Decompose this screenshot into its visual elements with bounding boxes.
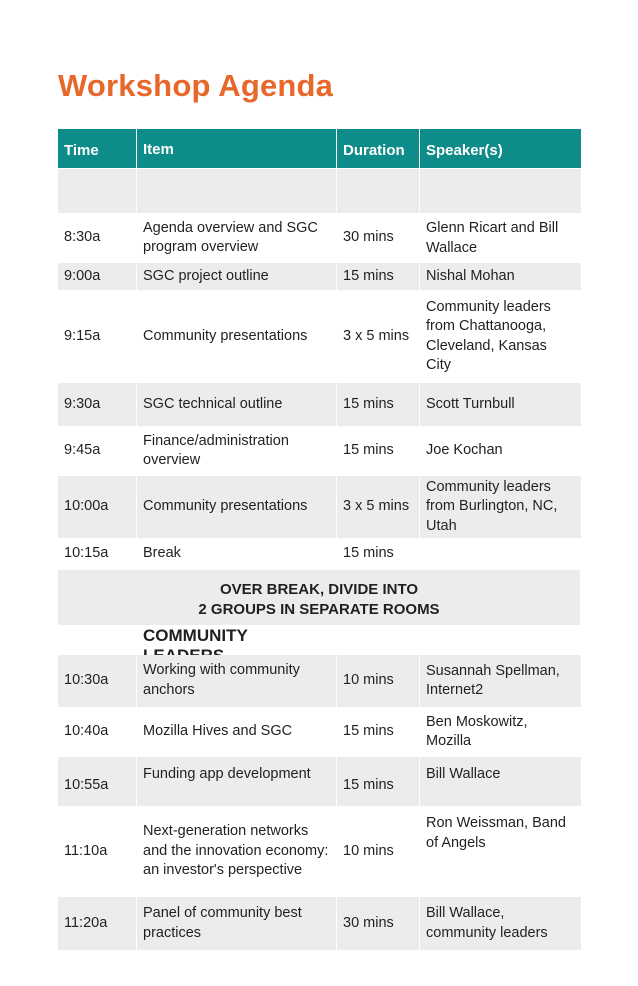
row-item: SGC project outline bbox=[137, 263, 336, 290]
row-duration: 15 mins bbox=[337, 757, 419, 806]
table-row bbox=[58, 214, 580, 263]
row-item: Next-generation networks and the innovation economy: an investor's perspective bbox=[137, 807, 336, 896]
row-item: Working with community anchors bbox=[137, 655, 336, 707]
table-row bbox=[58, 757, 580, 807]
row-speakers: Glenn Ricart and Bill Wallace bbox=[420, 214, 581, 262]
row-duration: 30 mins bbox=[337, 214, 419, 262]
row-duration: 15 mins bbox=[337, 383, 419, 426]
row-item: Agenda overview and SGC program overview bbox=[137, 214, 336, 262]
row-duration: 30 mins bbox=[337, 897, 419, 950]
row-time: 9:00a bbox=[58, 263, 136, 290]
row-time: 10:55a bbox=[58, 757, 136, 806]
row-speakers: Joe Kochan bbox=[420, 427, 581, 475]
row-item: Panel of community best practices bbox=[137, 897, 336, 950]
row-duration: 15 mins bbox=[337, 427, 419, 475]
row-speakers: Community leaders from Burlington, NC, Utah bbox=[420, 476, 581, 538]
row-time: 10:40a bbox=[58, 708, 136, 756]
row-item: Mozilla Hives and SGC bbox=[137, 708, 336, 756]
table-row bbox=[58, 807, 580, 897]
row-speakers: Bill Wallace bbox=[420, 757, 581, 806]
row-speakers: Ben Moskowitz, Mozilla bbox=[420, 708, 581, 756]
header-speakers: Speaker(s) bbox=[420, 129, 581, 168]
row-time: 10:15a bbox=[58, 539, 136, 569]
row-speakers: Nishal Mohan bbox=[420, 263, 581, 290]
row-item: Community presentations bbox=[137, 476, 336, 538]
row-duration: 10 mins bbox=[337, 655, 419, 707]
page-title: Workshop Agenda bbox=[58, 68, 334, 103]
table-row bbox=[58, 291, 580, 383]
row-speakers bbox=[420, 539, 581, 569]
row-item: SGC technical outline bbox=[137, 383, 336, 426]
row-duration: 15 mins bbox=[337, 539, 419, 569]
break-banner bbox=[58, 570, 580, 626]
group-row bbox=[58, 626, 580, 655]
row-duration: 15 mins bbox=[337, 263, 419, 290]
group-label: COMMUNITY bbox=[137, 626, 336, 665]
table-row bbox=[58, 263, 580, 291]
row-duration: 3 x 5 mins bbox=[337, 476, 419, 538]
row-time: 9:45a bbox=[58, 427, 136, 475]
header-item: Item bbox=[137, 129, 336, 168]
row-duration: 15 mins bbox=[337, 708, 419, 756]
empty-row bbox=[58, 169, 580, 214]
agenda-table bbox=[58, 129, 580, 951]
row-duration: 3 x 5 mins bbox=[337, 291, 419, 382]
row-time: 11:20a bbox=[58, 897, 136, 950]
break-banner-line: 2 GROUPS IN SEPARATE ROOMS bbox=[198, 601, 440, 618]
header-duration: Duration bbox=[337, 129, 419, 168]
row-time: 9:15a bbox=[58, 291, 136, 382]
row-speakers: Ron Weissman, Band of Angels bbox=[420, 807, 581, 896]
table-row bbox=[58, 897, 580, 951]
row-speakers: Community leaders from Chattanooga, Cleveland, Kansas City bbox=[420, 291, 581, 382]
table-row bbox=[58, 539, 580, 570]
row-item: Finance/administration overview bbox=[137, 427, 336, 475]
row-item: Break bbox=[137, 539, 336, 569]
row-speakers: Bill Wallace, community leaders bbox=[420, 897, 581, 950]
table-row bbox=[58, 708, 580, 757]
row-time: 8:30a bbox=[58, 214, 136, 262]
row-item: Community presentations bbox=[137, 291, 336, 382]
row-time: 10:30a bbox=[58, 655, 136, 707]
table-row bbox=[58, 383, 580, 427]
row-time: 9:30a bbox=[58, 383, 136, 426]
table-row bbox=[58, 427, 580, 476]
row-speakers: Susannah Spellman, Internet2 bbox=[420, 655, 581, 707]
row-item: Funding app development bbox=[137, 757, 336, 806]
header-time: Time bbox=[58, 129, 136, 168]
row-speakers: Scott Turnbull bbox=[420, 383, 581, 426]
table-header bbox=[58, 129, 580, 169]
table-row bbox=[58, 476, 580, 539]
table-row bbox=[58, 655, 580, 708]
row-duration: 10 mins bbox=[337, 807, 419, 896]
row-time: 11:10a bbox=[58, 807, 136, 896]
row-time: 10:00a bbox=[58, 476, 136, 538]
break-banner-line: OVER BREAK, DIVIDE INTO bbox=[219, 581, 419, 598]
